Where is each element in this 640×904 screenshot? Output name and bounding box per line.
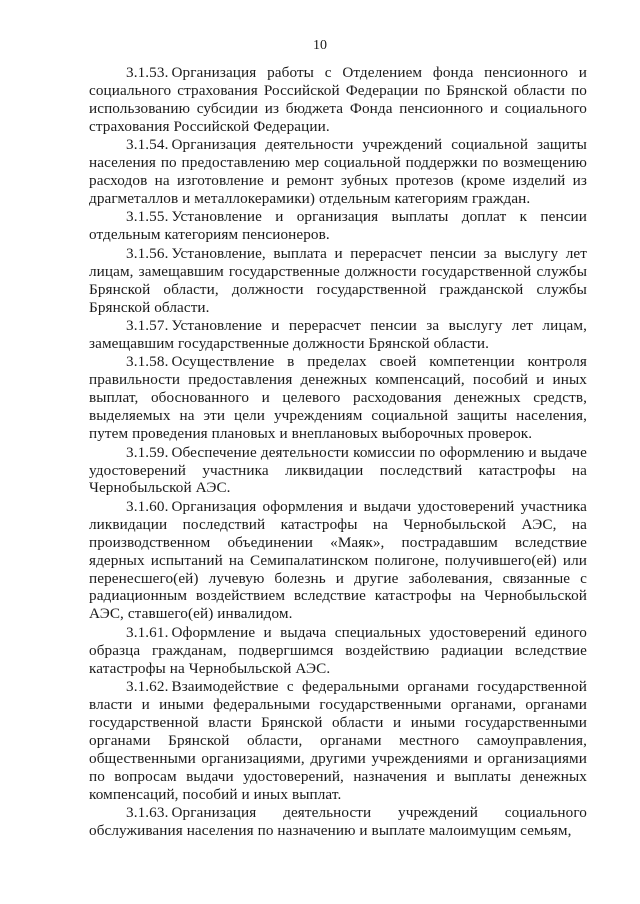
clause-number: 3.1.61. (126, 623, 169, 641)
clause-number: 3.1.60. (126, 497, 169, 515)
clause-paragraph (89, 498, 587, 623)
clause-paragraph (89, 245, 587, 317)
clause-number: 3.1.55. (126, 208, 169, 226)
clause-text: Установление, выплата и перерасчет пенсии за выслугу лет лицам, замещавшим государственные должности государственной службы Брянской области, должности государственной гражданской службы Брянской области. (89, 244, 587, 316)
clause-text: Организация деятельности учреждений социального обслуживания населения по назначению и выплате малоимущим семьям, (89, 804, 587, 839)
clause-number: 3.1.58. (126, 353, 169, 371)
clause-paragraph (89, 804, 587, 840)
clause-text: Организация деятельности учреждений социальной защиты населения по предоставлению мер социальной поддержки по возмещению расходов на изготовление и ремонт зубных протезов (кроме изделий из драгметаллов и металлокерамики) отдельным категориям граждан. (89, 136, 587, 207)
clause-text: Организация работы с Отделением фонда пенсионного и социального страхования Российской Федерации по Брянской области по использованию субсидии из бюджета Фонда пенсионного и социального страхования Российской Федерации. (89, 64, 587, 135)
clause-paragraph (89, 444, 587, 498)
clause-number: 3.1.59. (126, 443, 169, 461)
clause-number: 3.1.57. (126, 317, 169, 335)
clause-paragraph (89, 624, 587, 678)
clause-number: 3.1.53. (126, 64, 169, 81)
clause-number: 3.1.62. (126, 678, 169, 696)
clause-paragraph (89, 678, 587, 803)
document-body (89, 64, 587, 841)
clause-paragraph (89, 353, 587, 443)
page-number: 10 (313, 38, 327, 53)
clause-number: 3.1.63. (126, 804, 169, 822)
clause-paragraph (89, 208, 587, 244)
clause-paragraph (89, 136, 587, 208)
clause-text: Взаимодействие с федеральными органами государственной власти и иными федеральными государственными органами, органами государственной власти Брянской области и иными государственными органами Брянской области, органами местного самоуправления, общественными организациями, другими учреждениями и организациями по вопросам выдачи удостоверений, назначения и выплаты денежных компенсаций, пособий и иных выплат. (89, 678, 587, 803)
clause-text: Установление и организация выплаты доплат к пенсии отдельным категориям пенсионеров. (89, 208, 587, 244)
clause-text: Обеспечение деятельности комиссии по оформлению и выдаче удостоверений участника ликвидации последствий катастрофы на Чернобыльской АЭС. (89, 443, 587, 497)
clause-number: 3.1.54. (126, 136, 169, 154)
clause-paragraph (89, 317, 587, 353)
clause-text: Организация оформления и выдачи удостоверений участника ликвидации последствий катастрофы на Чернобыльской АЭС, на производственном объединении «Маяк», пострадавшим вследствие ядерных испытаний на Семипалатинском полигоне, получившего(ей) или перенесшего(ей) лучевую болезнь и другие заболевания, связанные с радиационным воздействием вследствие катастрофы на Чернобыльской АЭС, ставшего(ей) инвалидом. (89, 497, 587, 623)
clause-text: Оформление и выдача специальных удостоверений единого образца гражданам, подвергшимся воздействию радиации вследствие катастрофы на Чернобыльской АЭС. (89, 623, 587, 677)
clause-text: Осуществление в пределах своей компетенции контроля правильности предоставления денежных компенсаций, пособий и иных выплат, обоснованного и целевого расходования денежных средств, выделяемых на эти цели учреждениям социальной защиты населения, путем проведения плановых и внеплановых выборочных проверок. (89, 353, 587, 443)
clause-number: 3.1.56. (126, 244, 169, 262)
clause-paragraph (89, 64, 587, 136)
clause-text: Установление и перерасчет пенсии за выслугу лет лицам, замещавшим государственные должности Брянской области. (89, 317, 587, 352)
